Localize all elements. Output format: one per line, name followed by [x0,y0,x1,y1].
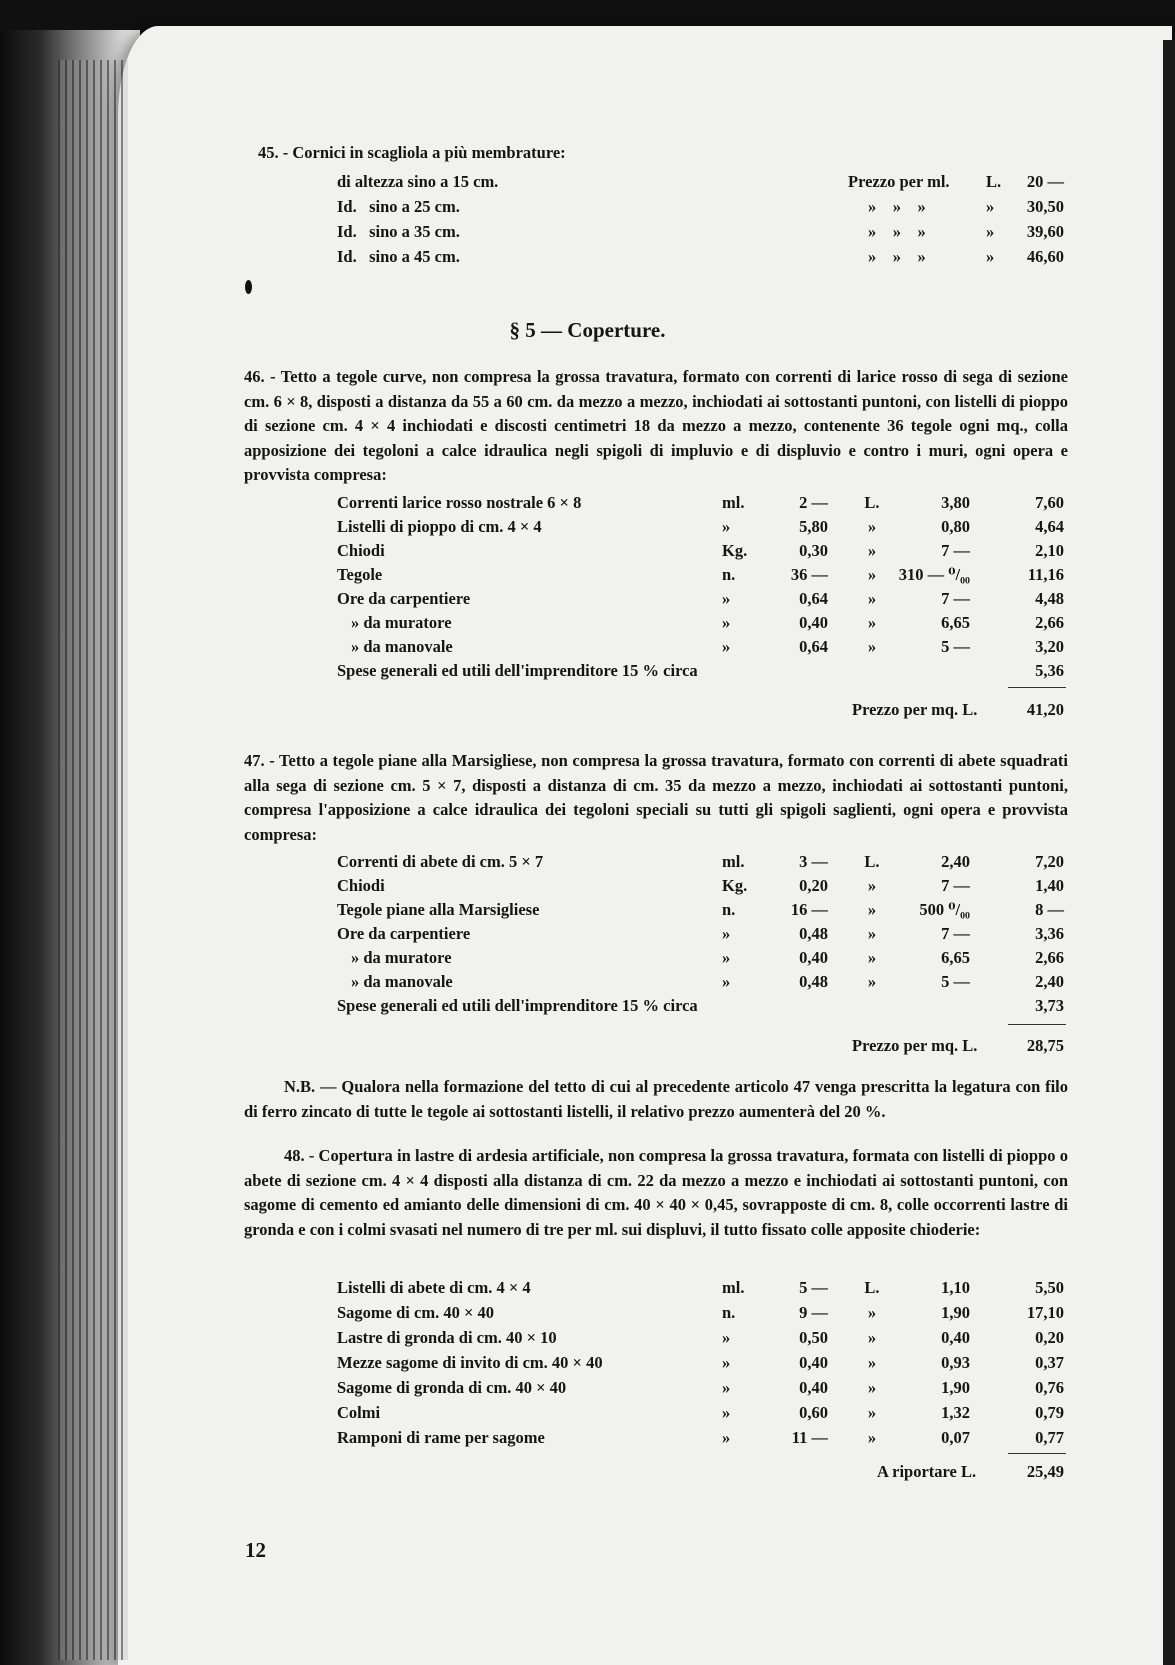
item-qty: 16 — [790,900,828,919]
item-cur: » [867,900,877,919]
item-cur: » [867,613,877,632]
item-cur: » [867,972,877,991]
item-cur: » [867,876,877,895]
item-cur: » [867,637,877,656]
item-amount: 0,20 [1035,1328,1064,1347]
item-desc: Sagome di cm. 40 × 40 [337,1303,497,1322]
item-price: 2,40 [941,852,970,871]
overhead-amount: 5,36 [1035,661,1064,680]
item-amount: 0,77 [1035,1428,1064,1447]
art46-text: 46. - Tetto a tegole curve, non compresa la grossa travatura, formato con correnti di larice rosso di sega di sezione cm. 6 × 8, disposti a distanza da 55 a 60 cm. da mezzo a mezzo, inchiodati ai sottostanti puntoni, con listelli di pioppo di sezione cm. 4 × 4 inchiodati e discosti centimetri 18 da mezzo a mezzo, contenente 36 tegole ogni mq., colla apposizione dei tegoloni a calce idraulica negli spigoli di impluvio e di displuvio e contro i muri, ogni opera e provvista compresa: [244,367,1068,484]
item-qty: 0,40 [799,613,828,632]
item-qty: 0,48 [799,924,828,943]
art47-item [0,876,1175,900]
art47-item [0,948,1175,972]
item-cur: » [867,1378,877,1397]
item-desc: Colmi [337,1403,383,1422]
item-price: 0,80 [941,517,970,536]
item-qty: 5,80 [799,517,828,536]
item-unit: Kg. [722,876,748,895]
art47-item [0,972,1175,996]
art48-item [0,1403,1175,1427]
item-cur: » [867,924,877,943]
item-price: 5 — [941,972,970,991]
nb-note: N.B. — Qualora nella formazione del tetto di cui al precedente articolo 47 venga prescritta la legatura con filo di ferro zincato di tutte le tegole ai sottostanti listelli, il relativo prezzo aumenterà del 20 %. [244,1077,1068,1121]
item-price: 3,80 [941,493,970,512]
total-label: Prezzo per mq. L. [852,700,978,719]
art45-row [0,247,1175,271]
art46-item [0,589,1175,613]
item-price: 1,90 [941,1378,970,1397]
item-unit: » [722,637,731,656]
art48-text: 48. - Copertura in lastre di ardesia artificiale, non compresa la grossa travatura, formata con listelli di pioppo o abete di sezione cm. 4 × 4 disposti alla distanza di cm. 22 da mezzo a mezzo e inchiodati ai sottostanti puntoni, con sagome di cemento ed amianto delle dimensioni di cm. 40 × 40 × 0,45, sovrapposte di cm. 8, colle occorrenti lastre di gronda e con i colmi svasati nel numero di tre per ml. sui displuvi, il tutto fissato colle apposite chioderie: [244,1146,1068,1239]
item-price: 0,93 [941,1353,970,1372]
page-number: 12 [245,1538,266,1562]
section-heading: § 5 — Coperture. [509,318,666,342]
art47-item [0,900,1175,924]
item-desc: Chiodi [337,876,388,895]
art45-row-unit: Prezzo per ml. [848,172,950,191]
item-desc: » da muratore [337,948,455,967]
item-unit: n. [722,900,736,919]
item-price: 7 — [941,541,970,560]
item-unit: » [722,948,731,967]
item-price: 1,10 [941,1278,970,1297]
item-amount: 3,36 [1035,924,1064,943]
art46-total [0,700,1175,724]
item-qty: 0,48 [799,972,828,991]
sum-rule [1008,1453,1066,1454]
item-unit: n. [722,565,736,584]
item-qty: 0,30 [799,541,828,560]
art46-item [0,541,1175,565]
item-qty: 0,20 [799,876,828,895]
art45-row-cur: » [986,247,995,266]
item-price: 7 — [941,589,970,608]
item-qty: 0,50 [799,1328,828,1347]
art45-row-cur: » [986,197,995,216]
art48-item [0,1328,1175,1352]
item-qty: 0,60 [799,1403,828,1422]
art45-row-unit: » » » [868,197,926,216]
item-price: 6,65 [941,613,970,632]
item-cur: L. [864,493,880,512]
art48-item [0,1303,1175,1327]
item-cur: L. [864,1278,880,1297]
item-price: 310 — ⁰/₀₀ [898,565,970,584]
item-desc: Correnti di abete di cm. 5 × 7 [337,852,546,871]
art45-row-desc: Id. sino a 45 cm. [337,247,463,266]
item-amount: 8 — [1035,900,1064,919]
item-unit: Kg. [722,541,748,560]
sum-rule [1008,687,1066,688]
item-price: 1,90 [941,1303,970,1322]
item-unit: ml. [722,1278,745,1297]
art45-row-value: 46,60 [1026,247,1064,266]
item-unit: » [722,1328,731,1347]
total-amount: 28,75 [1026,1036,1064,1055]
item-unit: » [722,924,731,943]
item-price: 6,65 [941,948,970,967]
art47-overhead [0,996,1175,1020]
art45-row-cur: » [986,222,995,241]
item-desc: Listelli di abete di cm. 4 × 4 [337,1278,534,1297]
item-cur: » [867,948,877,967]
art48-item [0,1378,1175,1402]
art45-row [0,172,1175,196]
item-desc: Ore da carpentiere [337,589,473,608]
overhead-desc: Spese generali ed utili dell'imprenditore 15 % circa [337,661,701,680]
carry-amount: 25,49 [1026,1462,1064,1481]
item-amount: 2,40 [1035,972,1064,991]
item-unit: » [722,1403,731,1422]
item-unit: » [722,517,731,536]
item-qty: 11 — [791,1428,828,1447]
art45-row [0,197,1175,221]
art46-item [0,637,1175,661]
item-amount: 0,76 [1035,1378,1064,1397]
item-desc: » da manovale [337,637,456,656]
art45-row-value: 39,60 [1026,222,1064,241]
item-amount: 0,37 [1035,1353,1064,1372]
item-amount: 2,10 [1035,541,1064,560]
item-qty: 2 — [799,493,828,512]
item-qty: 3 — [799,852,828,871]
item-desc: Mezze sagome di invito di cm. 40 × 40 [337,1353,606,1372]
item-price: 7 — [941,924,970,943]
item-cur: » [867,1328,877,1347]
item-qty: 9 — [799,1303,828,1322]
item-amount: 7,60 [1035,493,1064,512]
item-qty: 0,64 [799,637,828,656]
art45-row-value: 20 — [1026,172,1064,191]
item-desc: Correnti larice rosso nostrale 6 × 8 [337,493,584,512]
item-qty: 0,64 [799,589,828,608]
item-unit: » [722,589,731,608]
art46-item [0,613,1175,637]
item-amount: 5,50 [1035,1278,1064,1297]
art46-item [0,493,1175,517]
margin-bullet-mark [245,280,252,294]
item-qty: 5 — [799,1278,828,1297]
art48-item [0,1428,1175,1452]
art45-row-desc: Id. sino a 25 cm. [337,197,463,216]
art47-text: 47. - Tetto a tegole piane alla Marsigliese, non compresa la grossa travatura, formato con correnti di abete squadrati alla sega di sezione cm. 5 × 7, disposti a distanza di cm. 35 da mezzo a mezzo, inchiodati ai sottostanti puntoni, compresa l'apposizione a calce idraulica dei tegoloni speciali su tutti gli spigoli saglienti, ogni opera e provvista compresa: [244,751,1068,844]
item-amount: 2,66 [1035,948,1064,967]
item-desc: Ramponi di rame per sagome [337,1428,548,1447]
item-amount: 17,10 [1026,1303,1064,1322]
item-price: 7 — [941,876,970,895]
item-amount: 3,20 [1035,637,1064,656]
item-price: 1,32 [941,1403,970,1422]
item-unit: » [722,613,731,632]
overhead-desc: Spese generali ed utili dell'imprenditore 15 % circa [337,996,701,1015]
item-desc: Lastre di gronda di cm. 40 × 10 [337,1328,560,1347]
item-amount: 2,66 [1035,613,1064,632]
art45-title: 45. - Cornici in scagliola a più membrature: [258,143,566,162]
item-cur: » [867,1403,877,1422]
item-qty: 0,40 [799,1353,828,1372]
art45-row-value: 30,50 [1026,197,1064,216]
item-amount: 7,20 [1035,852,1064,871]
item-unit: » [722,972,731,991]
item-qty: 36 — [790,565,828,584]
item-cur: » [867,1428,877,1447]
art45-row-desc: Id. sino a 35 cm. [337,222,463,241]
art46-item [0,565,1175,589]
art47-total [0,1036,1175,1060]
item-cur: » [867,1303,877,1322]
item-desc: » da manovale [337,972,456,991]
item-desc: Tegole piane alla Marsigliese [337,900,542,919]
item-amount: 4,48 [1035,589,1064,608]
total-label: Prezzo per mq. L. [852,1036,978,1055]
item-cur: L. [864,852,880,871]
art46-item [0,517,1175,541]
item-unit: ml. [722,852,745,871]
item-unit: » [722,1428,731,1447]
item-amount: 0,79 [1035,1403,1064,1422]
item-desc: Listelli di pioppo di cm. 4 × 4 [337,517,545,536]
art48-item [0,1353,1175,1377]
art45-row-unit: » » » [868,222,926,241]
item-unit: n. [722,1303,736,1322]
item-amount: 1,40 [1035,876,1064,895]
art48-item [0,1278,1175,1302]
item-price: 500 ⁰/₀₀ [919,900,970,919]
item-price: 5 — [941,637,970,656]
sum-rule [1008,1024,1066,1025]
item-desc: Ore da carpentiere [337,924,473,943]
art45-row-desc: di altezza sino a 15 cm. [337,172,501,191]
item-amount: 4,64 [1035,517,1064,536]
item-cur: » [867,565,877,584]
item-unit: ml. [722,493,745,512]
item-qty: 0,40 [799,1378,828,1397]
overhead-amount: 3,73 [1035,996,1064,1015]
item-price: 0,07 [941,1428,970,1447]
art48-carry [0,1462,1175,1486]
total-amount: 41,20 [1026,700,1064,719]
item-cur: » [867,541,877,560]
art46-overhead [0,661,1175,685]
item-desc: Tegole [337,565,385,584]
art47-item [0,852,1175,876]
item-unit: » [722,1353,731,1372]
item-cur: » [867,589,877,608]
item-unit: » [722,1378,731,1397]
item-cur: » [867,517,877,536]
art45-row-cur: L. [986,172,1002,191]
art45-row-unit: » » » [868,247,926,266]
item-desc: » da muratore [337,613,455,632]
item-price: 0,40 [941,1328,970,1347]
item-desc: Chiodi [337,541,388,560]
item-qty: 0,40 [799,948,828,967]
art47-item [0,924,1175,948]
item-desc: Sagome di gronda di cm. 40 × 40 [337,1378,569,1397]
item-amount: 11,16 [1027,565,1064,584]
carry-label: A riportare L. [877,1462,977,1481]
art45-row [0,222,1175,246]
item-cur: » [867,1353,877,1372]
